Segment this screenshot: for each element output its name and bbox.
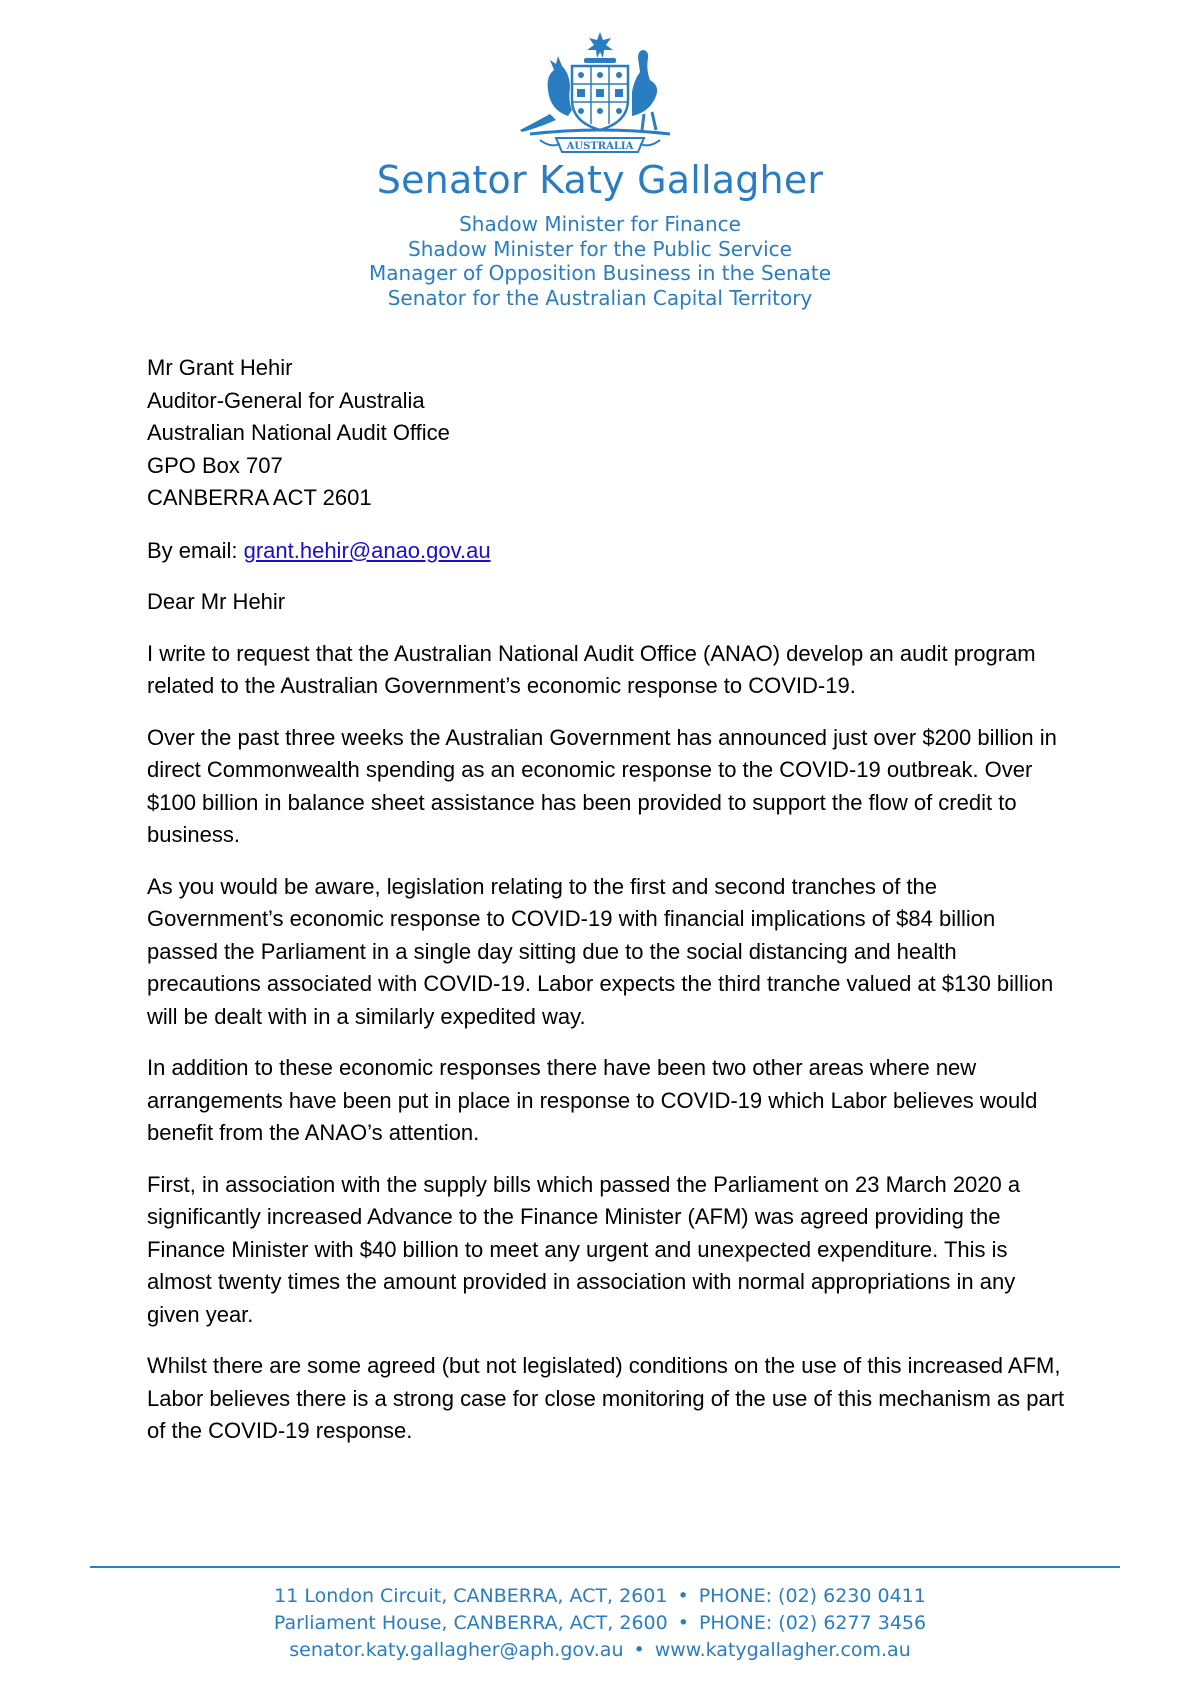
footer-contact [0, 1583, 1200, 1664]
footer-website[interactable]: www.katygallagher.com.au [654, 1639, 911, 1661]
body-paragraph: Whilst there are some agreed (but not legislated) conditions on the use of this increased AFM, Labor believes there is a strong case for close monitoring of the use of this mechanism as part of the COVID-19 response. [147, 1353, 1065, 1443]
body-paragraph: As you would be aware, legislation relating to the first and second tranches of the Government’s economic response to COVID-19 with financial implications of $84 billion passed the Parliament in a single day sitting due to the social distancing and health precautions associated with COVID-19. Labor expects the third tranche valued at $130 billion will be dealt with in a similarly expedited way. [147, 873, 1054, 1029]
crest-label: AUSTRALIA [566, 141, 634, 152]
email-link[interactable]: grant.hehir@anao.gov.au [243, 537, 491, 563]
sender-role: Shadow Minister for Finance [459, 212, 741, 236]
bullet-separator: • [677, 1612, 689, 1634]
email-prefix: By email: [147, 537, 244, 563]
office-address: 11 London Circuit, CANBERRA, ACT, 2601 [274, 1585, 668, 1607]
address-line: GPO Box 707 [147, 452, 283, 478]
footer-line-web [0, 1637, 1200, 1664]
sender-name: Senator Katy Gallagher [376, 158, 824, 202]
body-paragraph: Over the past three weeks the Australian Government has announced just over $200 billion in direct Commonwealth spending as an economic response to the COVID-19 outbreak. Over $100 billion in balance sheet assistance has been provided to support the flow of credit to business. [147, 724, 1057, 847]
recipient-address [147, 352, 1067, 515]
coat-of-arms-logo [510, 30, 690, 160]
address-line: CANBERRA ACT 2601 [147, 485, 372, 510]
sender-role: Shadow Minister for the Public Service [408, 236, 792, 261]
parliament-phone: PHONE: (02) 6277 3456 [698, 1612, 927, 1634]
footer-divider [90, 1566, 1120, 1568]
footer-line-parliament [0, 1610, 1200, 1637]
footer-line-office [0, 1583, 1200, 1610]
body-paragraph: I write to request that the Australian National Audit Office (ANAO) develop an audit program related to the Australian Government’s economic response to COVID-19. [147, 640, 1036, 698]
address-line: Australian National Audit Office [147, 420, 450, 445]
salutation: Dear Mr Hehir [147, 589, 286, 614]
letter-body [147, 352, 1067, 1448]
sender-role: Manager of Opposition Business in the Senate [368, 261, 832, 285]
address-line: Auditor-General for Australia [147, 387, 425, 413]
body-paragraph: In addition to these economic responses there have been two other areas where new arrangements have been put in place in response to COVID-19 which Labor believes would benefit from the ANAO’s attention. [147, 1055, 1038, 1145]
footer-email[interactable]: senator.katy.gallagher@aph.gov.au [289, 1639, 624, 1661]
bullet-separator: • [677, 1585, 689, 1607]
office-phone: PHONE: (02) 6230 0411 [698, 1585, 926, 1607]
sender-role: Senator for the Australian Capital Territory [387, 285, 813, 310]
sender-roles [0, 212, 1200, 310]
coat-of-arms-icon [510, 30, 690, 160]
body-paragraph: First, in association with the supply bills which passed the Parliament on 23 March 2020 a significantly increased Advance to the Finance Minister (AFM) was agreed providing the Finance Minister with $40 billion to meet any urgent and unexpected expenditure. This is almost twenty times the amount provided in association with normal appropriations in any given year. [147, 1171, 1021, 1327]
parliament-address: Parliament House, CANBERRA, ACT, 2600 [273, 1612, 668, 1634]
bullet-separator: • [633, 1639, 645, 1661]
email-line [147, 535, 1067, 568]
address-line: Mr Grant Hehir [147, 355, 293, 380]
